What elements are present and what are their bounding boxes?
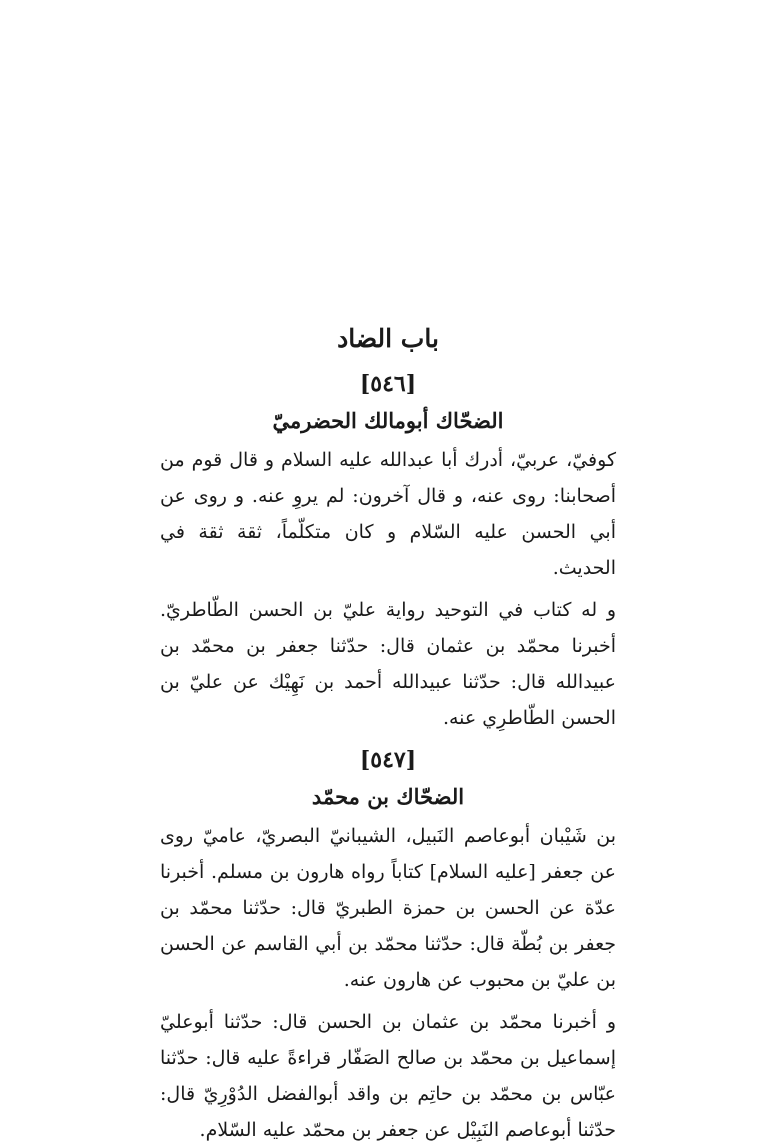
chapter-title: باب الضاد bbox=[337, 324, 439, 353]
entry-name: الضحّاك بن محمّد bbox=[311, 784, 465, 809]
entry-546 bbox=[160, 366, 616, 736]
entry-number: [٥٤٦] bbox=[359, 371, 417, 397]
entry-name: الضحّاك أبومالك الحضرميّ bbox=[272, 408, 504, 433]
entry-paragraph: و له كتاب في التوحيد رواية عليّ بن الحسن الطّاطريّ. أخبرنا محمّد بن عثمان قال: حدّثنا جعفر بن محمّد بن عبيدالله قال: حدّثنا عبيدالله أحمد بن نَهِيْك عن عليّ بن الحسن الطّاطرِي عنه. bbox=[160, 599, 616, 729]
entry-547 bbox=[160, 742, 616, 1148]
entry-number: [٥٤٧] bbox=[359, 747, 417, 773]
page-content bbox=[160, 318, 616, 1148]
entry-paragraph: بن شَيْبان أبوعاصم النَبيل، الشيبانيّ البصريّ، عاميّ روى عن جعفر [عليه السلام] كتاباً رواه هارون بن مسلم. أخبرنا عدّة عن الحسن بن حمزة الطبريّ قال: حدّثنا محمّد بن جعفر بن بُطّة قال: حدّثنا محمّد بن أبي القاسم عن الحسن بن عليّ بن محبوب عن هارون عنه. bbox=[160, 825, 617, 991]
entry-paragraph: كوفيّ، عربيّ، أدرك أبا عبدالله عليه السلام و قال قوم من أصحابنا: روى عنه، و قال آخرون: لم يروِ عنه. و روى عن أبي الحسن عليه السّلام و كان متكلّماً، ثقة ثقة في الحديث. bbox=[160, 449, 616, 579]
entry-paragraph: و أخبرنا محمّد بن عثمان بن الحسن قال: حدّثنا أبوعليّ إسماعيل بن محمّد بن صالح الصَفّار قراءةً عليه قال: حدّثنا عبّاس بن محمّد بن حاتِم بن واقد أبوالفضل الدُوْرِيّ قال: حدّثنا أبوعاصم النَبِيْل عن جعفر بن محمّد عليه السّلام. bbox=[160, 1011, 616, 1141]
